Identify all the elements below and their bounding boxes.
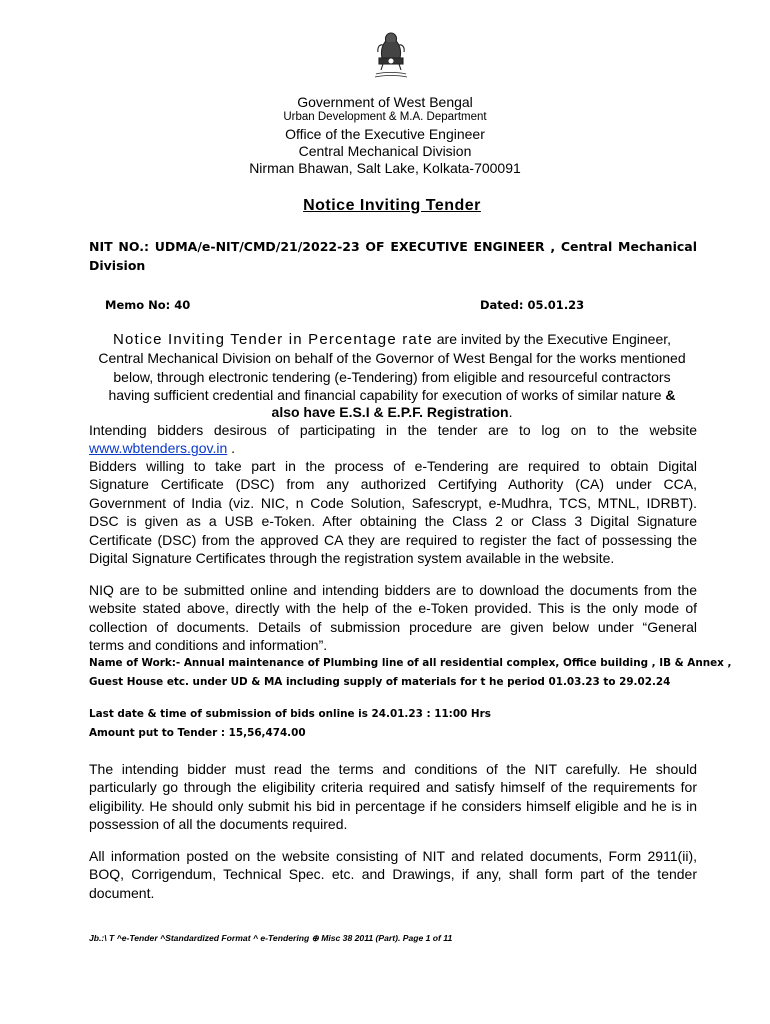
intro-line-4 (0, 387, 770, 403)
intro-line4-amp: & (661, 387, 676, 403)
intending-bidders-paragraph (89, 421, 697, 458)
dsc-line: DSC is given as a USB e-Token. After obtaining the Class 2 or Class 3 Digital Signature (89, 513, 697, 530)
intending-link-suffix: . (227, 440, 236, 457)
header-division: Central Mechanical Division (298, 143, 472, 159)
bidder-line: particularly go through the eligibility criteria required and satisfy himself of the requirements for (89, 779, 697, 796)
info-line-last: document. (89, 884, 155, 901)
dsc-line: Signature Certificate (DSC) from any authorized Certifying Authority (CA) under CCA, (89, 476, 697, 493)
intro-line-3: below, through electronic tendering (e-Tendering) from eligible and resourceful contractors (113, 369, 671, 385)
header-address: Nirman Bhawan, Salt Lake, Kolkata-700091 (249, 160, 521, 176)
memo-number: Memo No: 40 (105, 298, 191, 312)
header-department: Urban Development & M.A. Department (283, 111, 487, 123)
tender-amount: Amount put to Tender : 15,56,474.00 (89, 727, 306, 739)
dsc-line-last: Digital Signature Certificates through the registration system available in the website. (89, 550, 615, 567)
state-emblem-icon (368, 30, 414, 84)
intro-lead: Notice Inviting Tender in Percentage rate (112, 331, 433, 348)
niq-line: NIQ are to be submitted online and intending bidders are to download the documents from the (89, 582, 697, 598)
header-office: Office of the Executive Engineer (285, 126, 485, 142)
intro-line1-rest: are invited by the Executive Engineer, (432, 331, 672, 347)
dsc-paragraph (89, 457, 697, 567)
bidder-line: eligibility. He should only submit his bid in percentage if he considers himself eligible and he is in (89, 797, 697, 814)
niq-paragraph (89, 581, 697, 655)
submission-deadline: Last date & time of submission of bids online is 24.01.23 : 11:00 Hrs (89, 708, 491, 720)
dsc-line: Bidders willing to take part in the process of e-Tendering are required to obtain Digital (89, 458, 697, 474)
intro-line5-end: . (508, 404, 513, 420)
intro-line4-text: having sufficient credential and financial capability for execution of works of similar nature (108, 387, 662, 403)
niq-line-last: terms and conditions and information”. (89, 637, 328, 654)
intro-line-2: Central Mechanical Division on behalf of the Governor of West Bengal for the works mentioned (98, 350, 686, 366)
intro-line-5 (0, 404, 770, 420)
dsc-line: Certificate (DSC) from the approved CA they are required to register the fact of possessing the (89, 531, 697, 548)
name-of-work-line1: Name of Work:- Annual maintenance of Plumbing line of all residential complex, Office building , IB & Annex , (89, 657, 732, 669)
intending-line-1: Intending bidders desirous of participating in the tender are to log on to the website (89, 422, 697, 438)
niq-line: website stated above, directly with the help of the e-Token provided. This is the only mode of (89, 600, 697, 617)
memo-date: Dated: 05.01.23 (480, 298, 585, 312)
page-title: Notice Inviting Tender (303, 197, 481, 214)
bidder-line: The intending bidder must read the terms and conditions of the NIT carefully. He should (89, 761, 697, 777)
intro-line-1 (0, 331, 770, 348)
info-line: All information posted on the website consisting of NIT and related documents, Form 2911(ii), (89, 848, 697, 864)
niq-line: collection of documents. Details of submission procedure are given below under “General (89, 618, 697, 635)
info-line: BOQ, Corrigendum, Technical Spec. etc. and Drawings, if any, shall form part of the tender (89, 866, 697, 883)
dsc-line: Government of India (viz. NIC, n Code Solution, Safescrypt, e-Mudhra, TCS, MTNL, IDRBT). (89, 494, 697, 511)
nit-number-line1: NIT NO.: UDMA/e-NIT/CMD/21/2022-23 OF EXECUTIVE ENGINEER , Central Mechanical (89, 239, 697, 254)
bidder-line-last: possession of all the documents required. (89, 816, 348, 833)
page-footer: Jb.:\ T ^e-Tender ^Standardized Format ^ e-Tendering ⊕ Misc 38 2011 (Part). Page 1 of 11 (89, 933, 453, 943)
wbtenders-link[interactable]: www.wbtenders.gov.in (89, 440, 228, 457)
header-government: Government of West Bengal (297, 94, 473, 110)
intro-registration: also have E.S.I & E.P.F. Registration (271, 404, 509, 420)
bidder-terms-paragraph (89, 760, 697, 834)
nit-number-line2: Division (89, 258, 146, 273)
intending-line-2 (89, 439, 697, 457)
name-of-work-line2: Guest House etc. under UD & MA including supply of materials for t he period 01.03.23 to 29.02.24 (89, 676, 671, 688)
information-paragraph (89, 847, 697, 902)
